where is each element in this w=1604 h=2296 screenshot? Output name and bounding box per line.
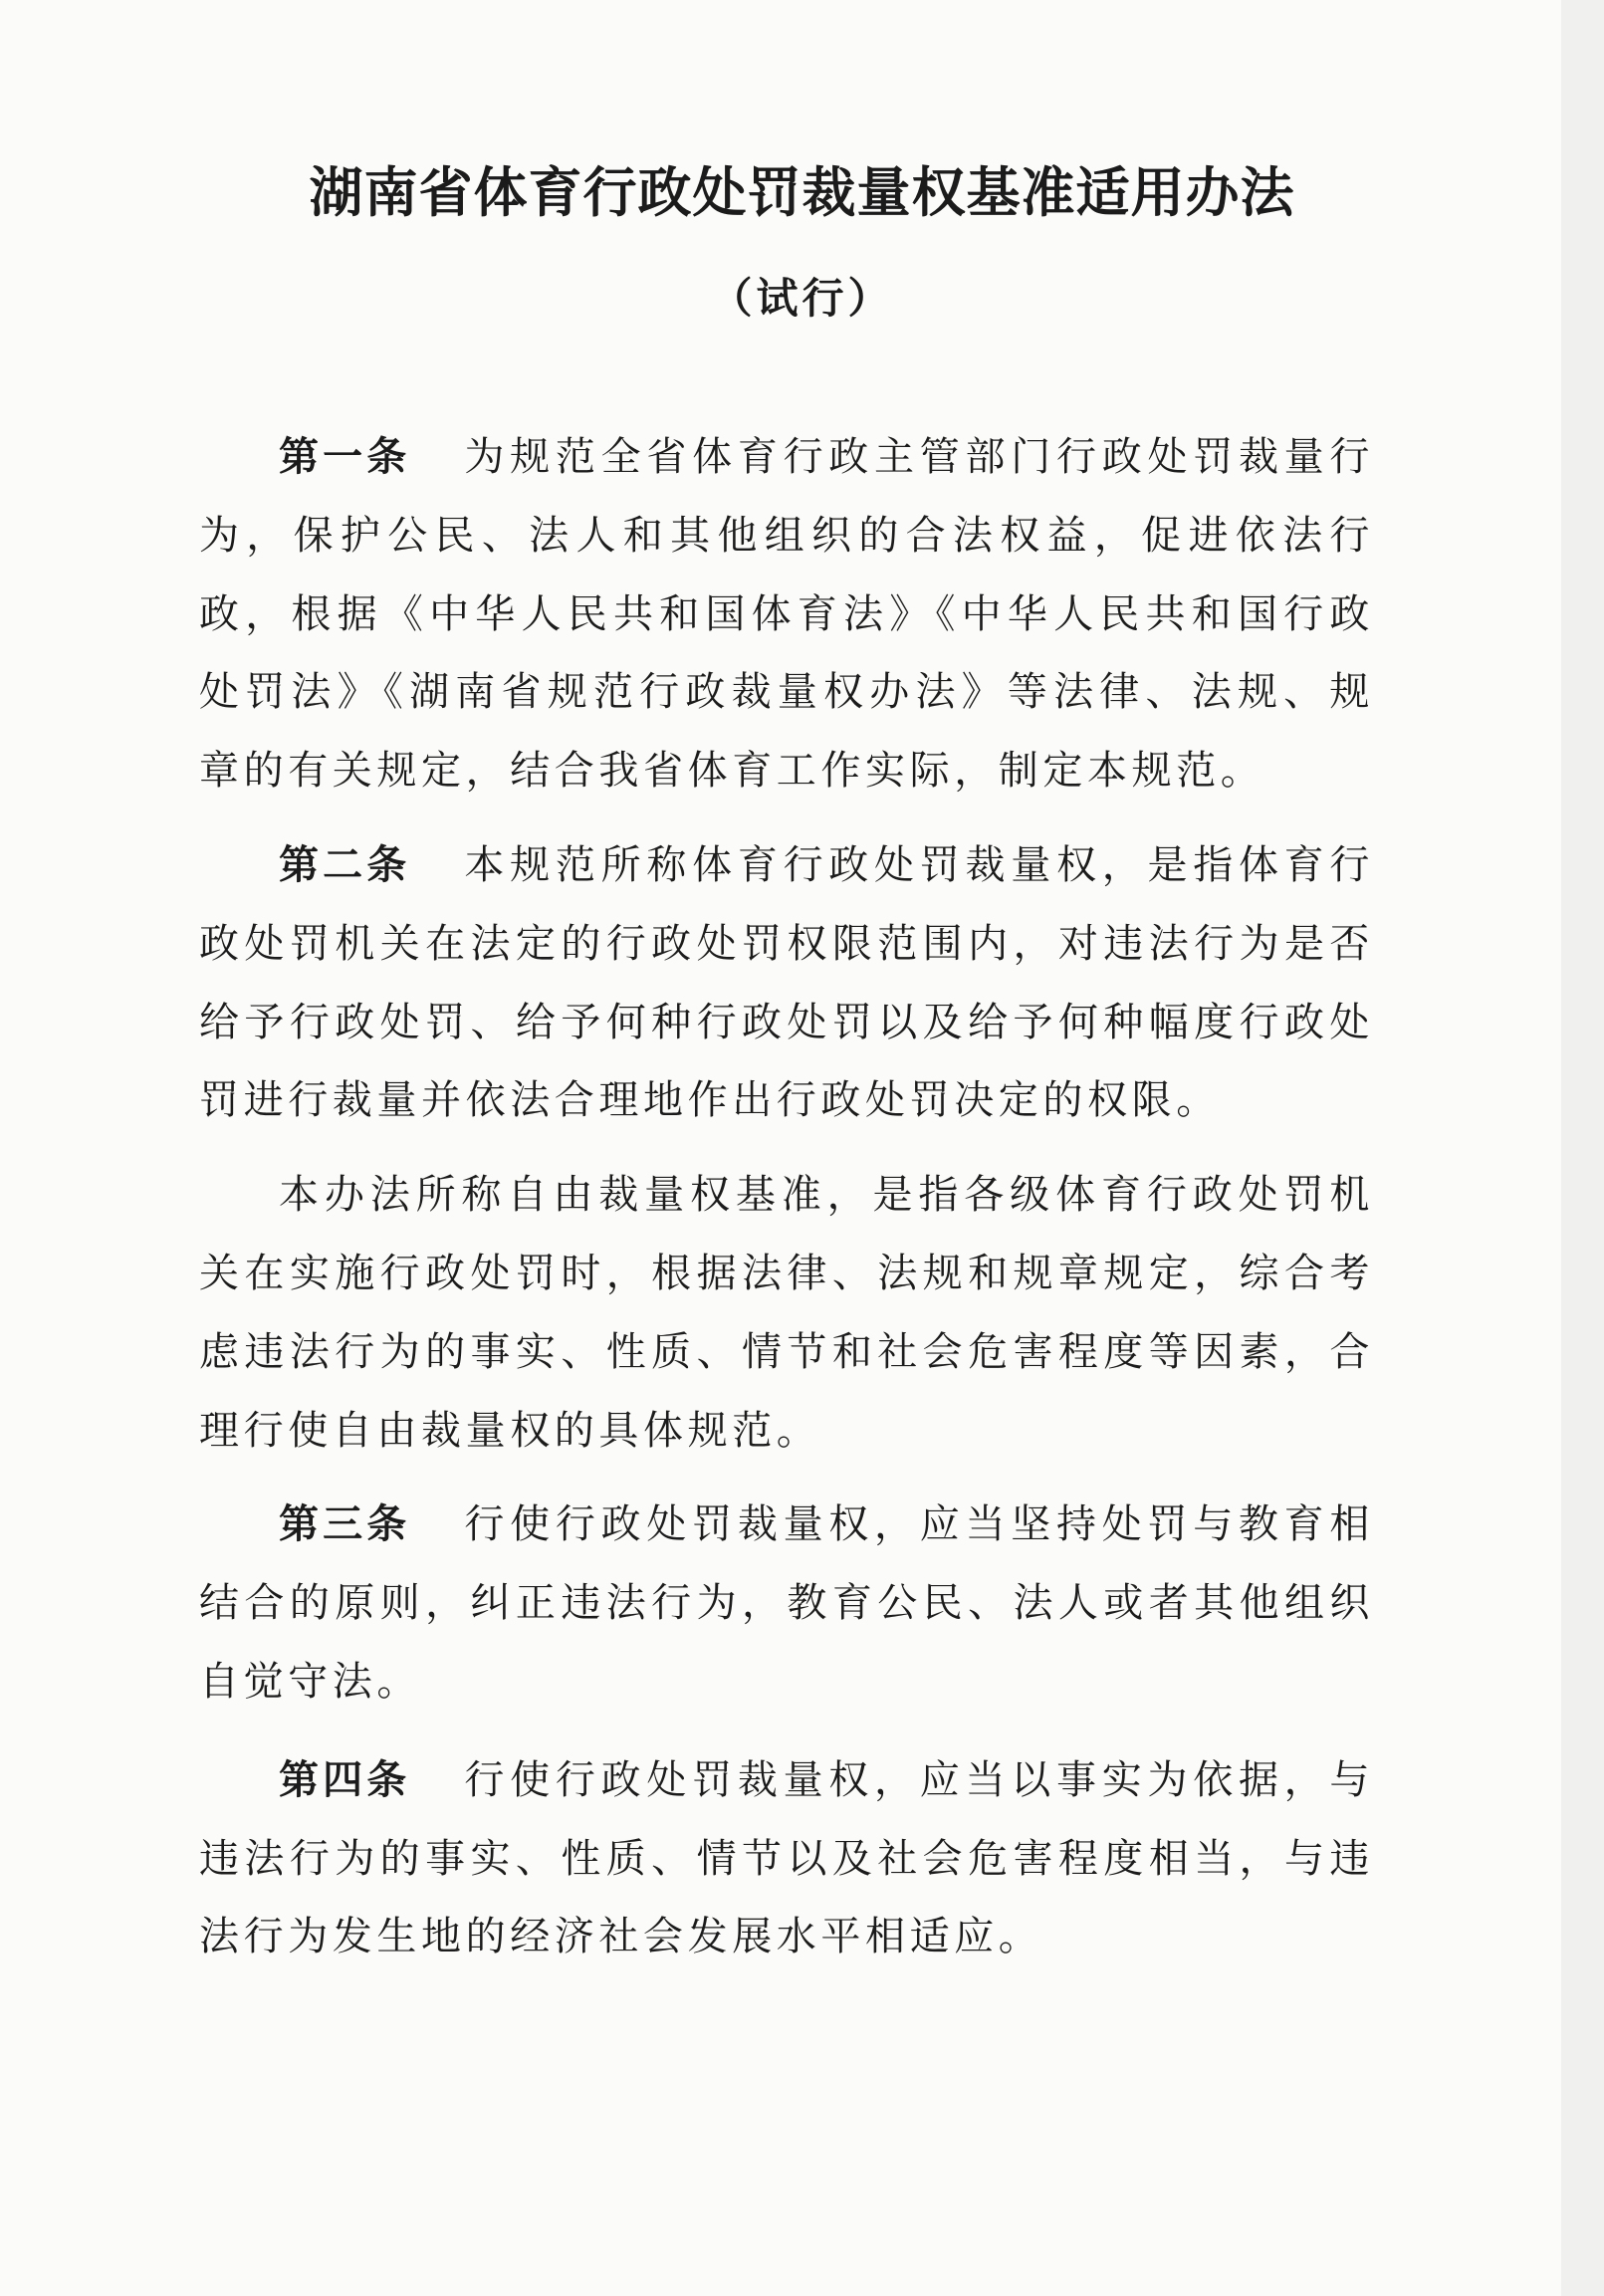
article-text: 本规范所称体育行政处罚裁量权，是指体育行政处罚机关在法定的行政处罚权限范围内，对违法行为是否给予行政处罚、给予何种行政处罚以及给予何种幅度行政处罚进行裁量并依法合理地作出行政处罚决定的权限。 [199,841,1375,1124]
article-text: 为规范全省体育行政主管部门行政处罚裁量行为，保护公民、法人和其他组织的合法权益，促进依法行政，根据《中华人民共和国体育法》《中华人民共和国行政处罚法》《湖南省规范行政裁量权办法》等法律、法规、规章的有关规定，结合我省体育工作实际，制定本规范。 [199,434,1375,795]
article-2 [199,826,1374,1140]
article-3 [199,1486,1374,1721]
article-label: 第三条 [279,1500,411,1548]
document-body [199,418,1374,1976]
article-1 [199,418,1374,810]
paragraph-gap [199,810,1374,826]
paragraph-gap [199,1722,1374,1741]
article-text: 行使行政处罚裁量权，应当坚持处罚与教育相结合的原则，纠正违法行为，教育公民、法人或者其他组织自觉守法。 [199,1501,1375,1705]
article-label: 第一条 [279,433,411,480]
article-text: 行使行政处罚裁量权，应当以事实为依据，与违法行为的事实、性质、情节以及社会危害程度相当，与违法行为发生地的经济社会发展水平相适应。 [199,1756,1375,1960]
document-subtitle: （试行） [710,274,894,323]
article-label: 第四条 [279,1755,411,1803]
article-text: 本办法所称自由裁量权基准，是指各级体育行政处罚机关在实施行政处罚时，根据法律、法规和规章规定，综合考虑违法行为的事实、性质、情节和社会危害程度等因素，合理行使自由裁量权的具体规范。 [199,1172,1374,1454]
article-4 [199,1741,1374,1976]
article-label: 第二条 [279,840,411,888]
scan-edge [1561,0,1604,2296]
document-title: 湖南省体育行政处罚裁量权基准适用办法 [309,160,1295,224]
paragraph-gap [199,1140,1374,1156]
paragraph-gap [199,1470,1374,1486]
article-2-paragraph-2 [199,1156,1374,1470]
